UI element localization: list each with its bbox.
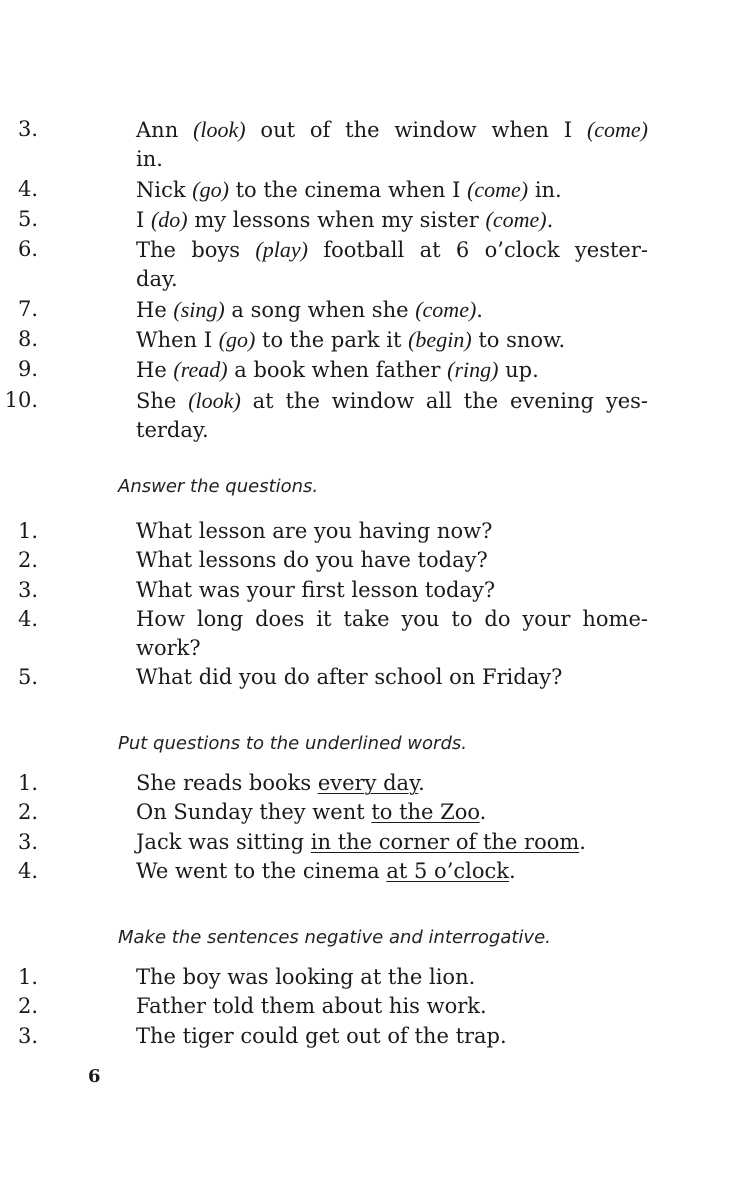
item-line xyxy=(136,386,648,416)
item-text: . xyxy=(418,771,425,795)
list-item xyxy=(0,115,648,175)
item-number: 3. xyxy=(17,1023,38,1048)
verb-hint: (come) xyxy=(485,206,547,232)
verb-hint: (play) xyxy=(255,237,308,263)
item-number: 3. xyxy=(17,829,38,854)
item-number: 2. xyxy=(17,548,38,573)
exercise-negative-list xyxy=(0,963,738,1051)
verb-hint: (do) xyxy=(150,206,188,232)
verb-hint: (go) xyxy=(192,176,229,202)
item-line xyxy=(136,963,648,992)
list-item xyxy=(0,546,648,575)
verb-hint: (sing) xyxy=(173,296,225,322)
item-line xyxy=(136,235,648,265)
item-text: . xyxy=(546,207,554,232)
item-text: Jack was sitting xyxy=(136,829,311,854)
list-item xyxy=(0,605,648,664)
item-text: work? xyxy=(136,636,201,661)
item-text: to the cinema when I xyxy=(228,177,468,202)
item-line xyxy=(136,355,648,385)
instruction-put-questions: Put questions to the underlined words. xyxy=(118,733,467,754)
verb-hint: (ring) xyxy=(447,357,499,383)
item-number: 5. xyxy=(17,665,38,690)
item-line xyxy=(136,175,648,205)
item-number: 6. xyxy=(17,237,38,262)
item-text: What did you do after school on Friday? xyxy=(136,665,563,690)
list-item xyxy=(0,205,648,235)
item-number: 10. xyxy=(4,387,38,412)
item-text: She xyxy=(136,388,189,413)
item-text: out of the window when I xyxy=(245,118,587,142)
item-number: 9. xyxy=(17,357,38,382)
item-text: We went to the cinema xyxy=(136,858,387,883)
list-item xyxy=(0,235,648,295)
item-text: football at 6 o’clock yester- xyxy=(307,238,648,263)
item-number: 5. xyxy=(17,206,38,231)
item-line xyxy=(136,576,648,605)
item-text: at the window all the evening yes- xyxy=(240,388,649,413)
exercise-answer-list xyxy=(0,517,738,693)
verb-hint: (begin) xyxy=(408,327,472,353)
item-line xyxy=(136,992,648,1021)
list-item xyxy=(0,295,648,325)
list-item xyxy=(0,517,648,546)
item-text: . xyxy=(476,297,483,322)
list-item xyxy=(0,769,648,798)
item-line xyxy=(136,546,648,575)
item-text: He xyxy=(136,297,174,322)
item-line xyxy=(136,1022,648,1051)
item-text: day. xyxy=(136,267,178,292)
item-text: a song when she xyxy=(224,297,416,322)
item-number: 4. xyxy=(17,858,38,883)
item-number: 1. xyxy=(17,771,38,795)
item-text: She reads books xyxy=(136,771,318,795)
item-text: terday. xyxy=(136,417,209,442)
item-number: 4. xyxy=(17,176,38,201)
item-text: Ann xyxy=(136,118,194,142)
verb-hint: (look) xyxy=(188,387,241,413)
item-number: 8. xyxy=(17,327,38,352)
item-line xyxy=(136,325,648,355)
item-text: He xyxy=(136,358,174,383)
item-text: in. xyxy=(136,147,163,172)
item-text: my lessons when my sister xyxy=(187,207,486,232)
item-line xyxy=(136,857,648,886)
underlined-words: to the Zoo xyxy=(371,800,480,825)
verb-hint: (come) xyxy=(467,176,529,202)
item-text: to snow. xyxy=(471,328,566,353)
verb-hint: (come) xyxy=(586,117,649,142)
item-text: to the park it xyxy=(255,328,409,353)
item-text: What was your first lesson today? xyxy=(136,577,496,602)
list-item xyxy=(0,355,648,385)
list-item xyxy=(0,963,648,992)
item-line xyxy=(136,769,648,798)
item-number: 2. xyxy=(17,800,38,825)
item-text: in. xyxy=(528,177,562,202)
underlined-words: at 5 o’clock xyxy=(386,858,509,883)
item-line xyxy=(136,517,648,546)
page-number: 6 xyxy=(88,1066,101,1087)
item-number: 4. xyxy=(17,606,38,631)
instruction-negative-interrogative: Make the sentences negative and interrogative. xyxy=(118,927,551,948)
item-text: a book when father xyxy=(227,358,448,383)
item-number: 1. xyxy=(17,965,38,989)
item-number: 3. xyxy=(17,577,38,602)
item-text: Nick xyxy=(136,177,193,202)
item-line xyxy=(136,828,648,857)
list-item xyxy=(0,386,648,446)
item-text: How long does it take you to do your home- xyxy=(136,606,648,631)
item-text: On Sunday they went xyxy=(136,800,372,825)
item-line xyxy=(136,205,648,235)
list-item xyxy=(0,576,648,605)
item-line xyxy=(136,798,648,827)
exercise-questions-list xyxy=(0,769,738,886)
item-text: When I xyxy=(136,328,219,353)
list-item xyxy=(0,828,648,857)
list-item xyxy=(0,1022,648,1051)
underlined-words: in the corner of the room xyxy=(310,829,580,854)
item-text: I xyxy=(136,207,151,232)
item-line xyxy=(136,663,648,692)
list-item xyxy=(0,992,648,1021)
instruction-answer-questions: Answer the questions. xyxy=(118,476,319,497)
item-line xyxy=(136,145,648,174)
exercise-tenses-list xyxy=(0,115,738,445)
verb-hint: (look) xyxy=(193,117,246,142)
verb-hint: (read) xyxy=(173,357,228,383)
item-line xyxy=(136,634,648,663)
item-text: The tiger could get out of the trap. xyxy=(136,1023,507,1048)
item-text: . xyxy=(579,829,586,854)
list-item xyxy=(0,857,648,886)
item-text: up. xyxy=(498,358,539,383)
item-text: . xyxy=(479,800,487,825)
item-number: 7. xyxy=(17,296,38,321)
item-line xyxy=(136,416,648,445)
verb-hint: (come) xyxy=(415,296,477,322)
item-text: Father told them about his work. xyxy=(136,994,487,1019)
item-number: 1. xyxy=(17,519,38,543)
item-text: What lessons do you have today? xyxy=(136,548,488,573)
item-line xyxy=(136,295,648,325)
list-item xyxy=(0,175,648,205)
item-text: The boy was looking at the lion. xyxy=(136,965,476,989)
item-line xyxy=(136,605,648,634)
list-item xyxy=(0,325,648,355)
item-number: 3. xyxy=(17,117,38,141)
item-line xyxy=(136,115,648,145)
list-item xyxy=(0,663,648,692)
underlined-words: every day xyxy=(317,771,419,795)
list-item xyxy=(0,798,648,827)
item-text: . xyxy=(509,858,516,883)
item-number: 2. xyxy=(17,994,38,1019)
item-line xyxy=(136,265,648,294)
item-text: The boys xyxy=(136,238,256,263)
verb-hint: (go) xyxy=(218,327,256,353)
item-text: What lesson are you having now? xyxy=(136,519,493,543)
